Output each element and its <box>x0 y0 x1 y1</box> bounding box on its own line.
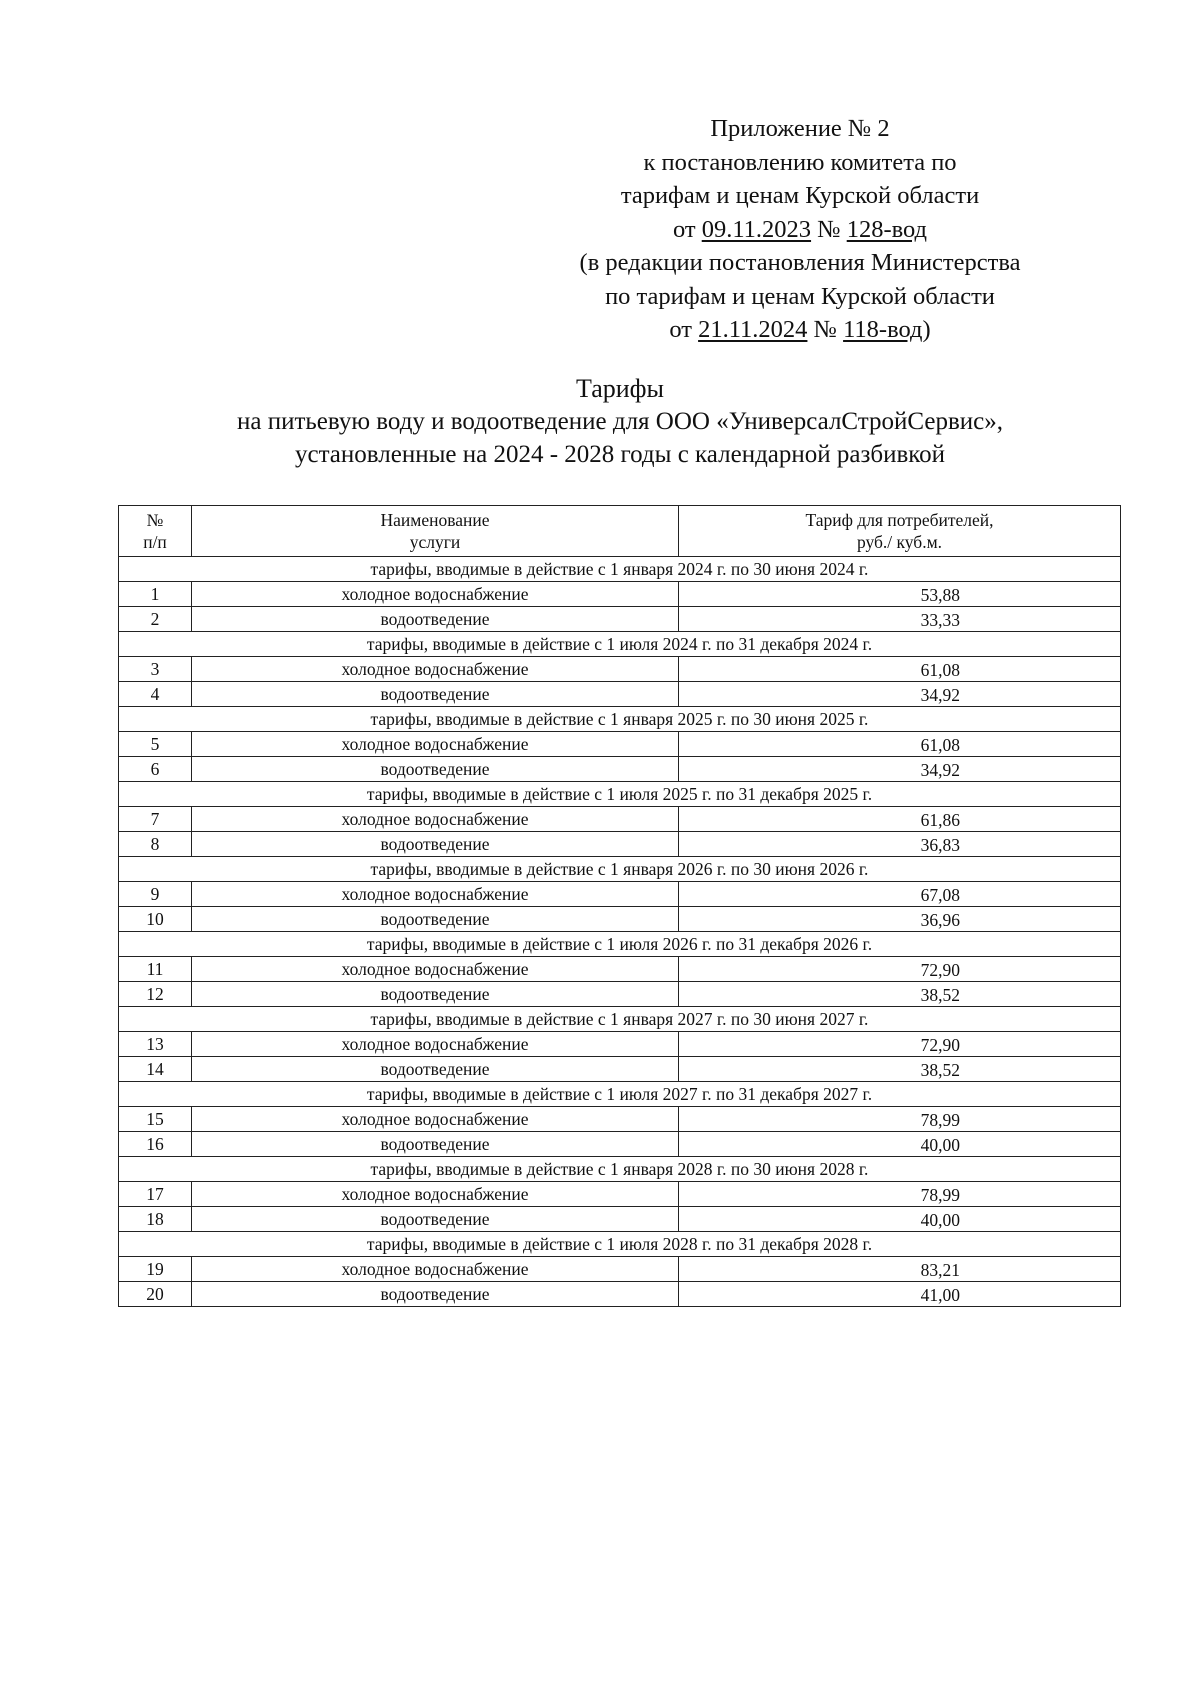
amendment-number: 118-вод <box>843 316 923 343</box>
tariff-value: 34,92 <box>679 757 1121 782</box>
period-title: тарифы, вводимые в действие с 1 января 2025 г. по 30 июня 2025 г. <box>119 707 1121 732</box>
table-row <box>119 1132 1121 1157</box>
period-title: тарифы, вводимые в действие с 1 июля 2024 г. по 31 декабря 2024 г. <box>119 632 1121 657</box>
service-name: водоотведение <box>192 907 679 932</box>
service-name: холодное водоснабжение <box>192 732 679 757</box>
service-name: холодное водоснабжение <box>192 807 679 832</box>
row-number: 3 <box>119 657 192 682</box>
table-row <box>119 982 1121 1007</box>
document-title <box>120 372 1120 471</box>
row-number: 10 <box>119 907 192 932</box>
period-row <box>119 782 1121 807</box>
period-title: тарифы, вводимые в действие с 1 января 2026 г. по 30 июня 2026 г. <box>119 857 1121 882</box>
period-title: тарифы, вводимые в действие с 1 января 2027 г. по 30 июня 2027 г. <box>119 1007 1121 1032</box>
tariffs-table-body <box>119 557 1121 1307</box>
period-row <box>119 932 1121 957</box>
service-name: водоотведение <box>192 607 679 632</box>
table-row <box>119 832 1121 857</box>
period-title: тарифы, вводимые в действие с 1 июля 2027 г. по 31 декабря 2027 г. <box>119 1082 1121 1107</box>
tariff-value: 61,08 <box>679 657 1121 682</box>
decree-prefix: от <box>672 215 702 243</box>
table-row <box>119 882 1121 907</box>
header-text: Тариф для потребителей, <box>805 510 994 530</box>
period-row <box>119 1232 1121 1257</box>
row-number: 7 <box>119 807 192 832</box>
amendment-suffix: ) <box>922 316 931 343</box>
title-subtitle: на питьевую воду и водоотведение для ООО «УниверсалСтройСервис», <box>237 408 1003 435</box>
service-name: холодное водоснабжение <box>192 1257 679 1282</box>
table-row <box>119 732 1121 757</box>
period-title: тарифы, вводимые в действие с 1 июля 2026 г. по 31 декабря 2026 г. <box>119 932 1121 957</box>
period-title: тарифы, вводимые в действие с 1 января 2024 г. по 30 июня 2024 г. <box>119 557 1121 582</box>
service-name: водоотведение <box>192 1282 679 1307</box>
decree-date: 09.11.2023 <box>701 215 812 243</box>
row-number: 14 <box>119 1057 192 1082</box>
appendix-title: Приложение № 2 <box>710 115 890 142</box>
row-number: 9 <box>119 882 192 907</box>
row-number: 20 <box>119 1282 192 1307</box>
header-text: № <box>146 510 164 530</box>
row-number: 15 <box>119 1107 192 1132</box>
column-header-tariff <box>679 506 1121 557</box>
amendment-number-sign: № <box>807 316 844 343</box>
tariff-value: 72,90 <box>679 1032 1121 1057</box>
service-name: холодное водоснабжение <box>192 957 679 982</box>
header-text: услуги <box>409 532 461 552</box>
tariff-value: 40,00 <box>679 1132 1121 1157</box>
tariffs-table <box>118 505 1121 1307</box>
service-name: холодное водоснабжение <box>192 1107 679 1132</box>
tariff-value: 36,96 <box>679 907 1121 932</box>
table-row <box>119 807 1121 832</box>
row-number: 2 <box>119 607 192 632</box>
table-row <box>119 1032 1121 1057</box>
table-row <box>119 1182 1121 1207</box>
table-row <box>119 682 1121 707</box>
tariff-value: 34,92 <box>679 682 1121 707</box>
table-row <box>119 1257 1121 1282</box>
amendment-prefix: от <box>669 316 699 343</box>
table-row <box>119 907 1121 932</box>
appendix-line: по тарифам и ценам Курской области <box>605 282 995 310</box>
decree-number: 128-вод <box>846 215 928 243</box>
period-row <box>119 857 1121 882</box>
tariff-value: 61,08 <box>679 732 1121 757</box>
tariff-value: 40,00 <box>679 1207 1121 1232</box>
row-number: 5 <box>119 732 192 757</box>
row-number: 11 <box>119 957 192 982</box>
period-title: тарифы, вводимые в действие с 1 июля 2028 г. по 31 декабря 2028 г. <box>119 1232 1121 1257</box>
appendix-line: тарифам и ценам Курской области <box>620 182 980 209</box>
period-row <box>119 557 1121 582</box>
amendment-date: 21.11.2024 <box>698 316 808 343</box>
service-name: водоотведение <box>192 982 679 1007</box>
column-header-service <box>192 506 679 557</box>
tariff-value: 33,33 <box>679 607 1121 632</box>
service-name: водоотведение <box>192 1207 679 1232</box>
table-row <box>119 607 1121 632</box>
tariff-value: 72,90 <box>679 957 1121 982</box>
tariff-value: 41,00 <box>679 1282 1121 1307</box>
table-row <box>119 757 1121 782</box>
period-title: тарифы, вводимые в действие с 1 июля 2025 г. по 31 декабря 2025 г. <box>119 782 1121 807</box>
table-row <box>119 1107 1121 1132</box>
service-name: холодное водоснабжение <box>192 1032 679 1057</box>
row-number: 19 <box>119 1257 192 1282</box>
row-number: 1 <box>119 582 192 607</box>
row-number: 17 <box>119 1182 192 1207</box>
period-row <box>119 1157 1121 1182</box>
appendix-decree-ref <box>520 213 1080 247</box>
table-row <box>119 1207 1121 1232</box>
tariff-value: 78,99 <box>679 1182 1121 1207</box>
table-row <box>119 1057 1121 1082</box>
appendix-line: к постановлению комитета по <box>643 148 957 176</box>
period-row <box>119 1007 1121 1032</box>
column-header-number <box>119 506 192 557</box>
tariff-value: 36,83 <box>679 832 1121 857</box>
service-name: холодное водоснабжение <box>192 882 679 907</box>
period-row <box>119 707 1121 732</box>
row-number: 12 <box>119 982 192 1007</box>
table-row <box>119 582 1121 607</box>
tariff-value: 78,99 <box>679 1107 1121 1132</box>
table-row <box>119 1282 1121 1307</box>
appendix-line: (в редакции постановления Министерства <box>579 249 1021 276</box>
tariff-value: 38,52 <box>679 982 1121 1007</box>
row-number: 8 <box>119 832 192 857</box>
service-name: холодное водоснабжение <box>192 582 679 607</box>
period-row <box>119 1082 1121 1107</box>
tariff-value: 67,08 <box>679 882 1121 907</box>
row-number: 4 <box>119 682 192 707</box>
header-text: руб./ куб.м. <box>856 532 943 552</box>
table-row <box>119 957 1121 982</box>
tariff-value: 61,86 <box>679 807 1121 832</box>
tariff-value: 53,88 <box>679 582 1121 607</box>
row-number: 13 <box>119 1032 192 1057</box>
service-name: водоотведение <box>192 832 679 857</box>
service-name: водоотведение <box>192 1132 679 1157</box>
service-name: холодное водоснабжение <box>192 1182 679 1207</box>
row-number: 16 <box>119 1132 192 1157</box>
period-title: тарифы, вводимые в действие с 1 января 2028 г. по 30 июня 2028 г. <box>119 1157 1121 1182</box>
service-name: холодное водоснабжение <box>192 657 679 682</box>
tariff-value: 38,52 <box>679 1057 1121 1082</box>
service-name: водоотведение <box>192 1057 679 1082</box>
header-text: Наименование <box>380 510 490 530</box>
header-text: п/п <box>143 532 167 552</box>
row-number: 18 <box>119 1207 192 1232</box>
title-subtitle: установленные на 2024 - 2028 годы с календарной разбивкой <box>294 441 946 468</box>
table-header-row <box>119 506 1121 557</box>
title-main: Тарифы <box>575 374 664 403</box>
period-row <box>119 632 1121 657</box>
appendix-header <box>520 112 1080 347</box>
service-name: водоотведение <box>192 682 679 707</box>
appendix-amendment-ref <box>520 313 1080 347</box>
table-row <box>119 657 1121 682</box>
row-number: 6 <box>119 757 192 782</box>
decree-number-sign: № <box>811 215 847 243</box>
tariff-value: 83,21 <box>679 1257 1121 1282</box>
service-name: водоотведение <box>192 757 679 782</box>
